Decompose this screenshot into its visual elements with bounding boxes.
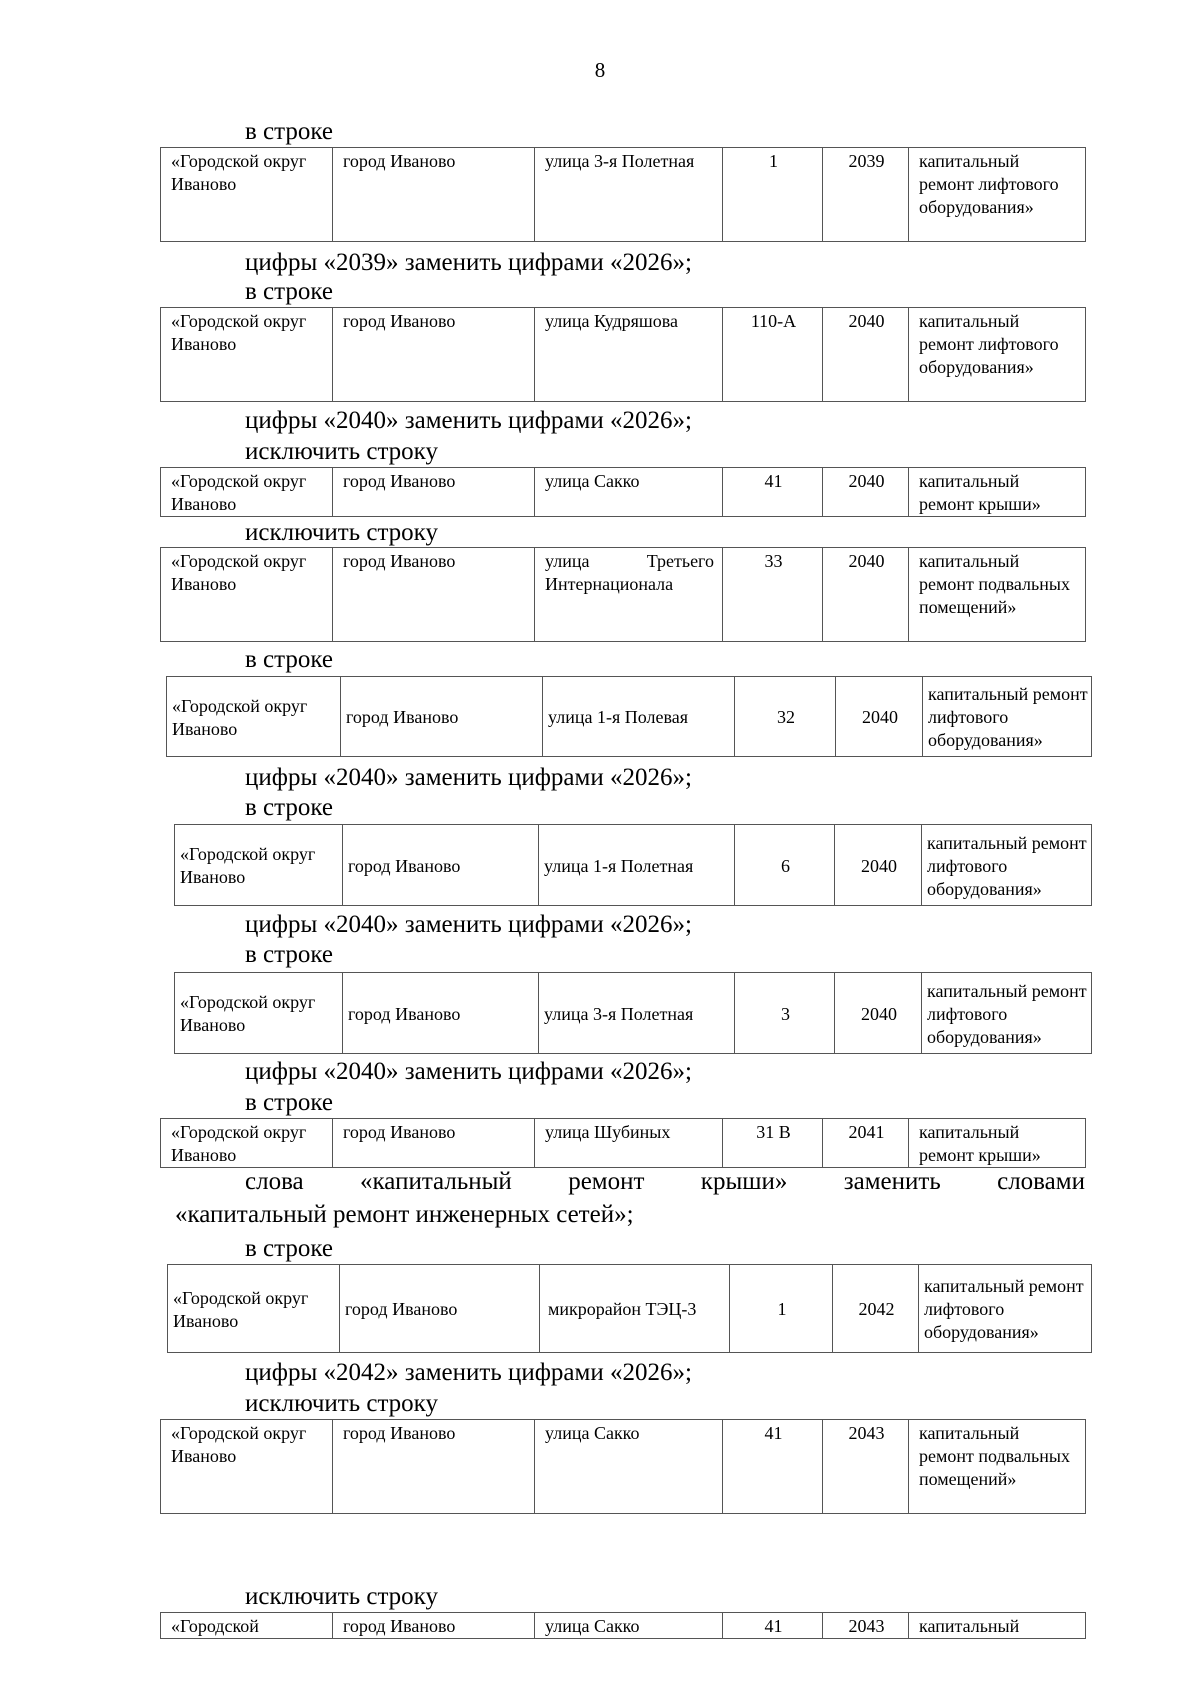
word: «капитальный [360, 1168, 512, 1195]
word: ремонт [568, 1168, 645, 1195]
cell-house-number: 41 [723, 468, 823, 517]
word: заменить [843, 1168, 941, 1195]
cell-settlement: город Иваново [343, 825, 539, 906]
cell-municipality: «Городской округ Иваново [175, 973, 343, 1054]
cell-year: 2043 [823, 1420, 909, 1514]
amendment-table-row [160, 307, 1086, 402]
amendment-table-row [174, 824, 1092, 906]
instruction-replace-words [245, 1167, 1085, 1197]
table-row [168, 1265, 1092, 1353]
instruction-in-row: в строке [245, 1089, 334, 1116]
cell-settlement: город Иваново [341, 677, 543, 757]
instruction-replace-digits: цифры «2040» заменить цифрами «2026»; [245, 764, 692, 791]
cell-house-number: 6 [735, 825, 835, 906]
cell-house-number: 3 [735, 973, 835, 1054]
cell-street: улица Сакко [535, 468, 723, 517]
cell-work-type: капитальный ремонт подвальных помещений» [909, 1420, 1086, 1514]
cell-street: микрорайон ТЭЦ-3 [540, 1265, 730, 1353]
table-row [175, 825, 1092, 906]
amendment-table-row [160, 1419, 1086, 1514]
table-row [175, 973, 1092, 1054]
cell-settlement: город Иваново [333, 148, 535, 242]
cell-street: улица Шубиных [535, 1119, 723, 1168]
cell-work-type: капитальный ремонт лифтового оборудования» [909, 148, 1086, 242]
instruction-exclude-row: исключить строку [245, 519, 438, 546]
instruction-replace-digits: цифры «2040» заменить цифрами «2026»; [245, 1058, 692, 1085]
cell-municipality: «Городской [161, 1613, 333, 1639]
cell-street: улица 1-я Полетная [539, 825, 735, 906]
amendment-table-row [174, 972, 1092, 1054]
cell-street: улица Сакко [535, 1420, 723, 1514]
cell-year: 2040 [823, 308, 909, 402]
instruction-in-row: в строке [245, 794, 334, 821]
table-row [161, 1613, 1086, 1639]
cell-municipality: «Городской округ Иваново [161, 1119, 333, 1168]
cell-street: улица 3-я Полетная [535, 148, 723, 242]
cell-work-type: капитальный ремонт лифтового оборудования» [909, 308, 1086, 402]
amendment-table-row [160, 547, 1086, 642]
cell-municipality: «Городской округ Иваново [161, 148, 333, 242]
amendment-table-row [166, 676, 1092, 757]
word: крыши» [700, 1168, 788, 1195]
table-row [161, 1119, 1086, 1168]
instruction-exclude-row: исключить строку [245, 1390, 438, 1417]
amendment-table-row [160, 1612, 1086, 1639]
instruction-exclude-row: исключить строку [245, 438, 438, 465]
cell-house-number: 33 [723, 548, 823, 642]
cell-settlement: город Иваново [343, 973, 539, 1054]
cell-municipality: «Городской округ Иваново [161, 308, 333, 402]
word: словами [997, 1168, 1085, 1195]
instruction-replace-words-continued: «капитальный ремонт инженерных сетей»; [175, 1201, 634, 1228]
cell-work-type: капитальный [909, 1613, 1086, 1639]
cell-work-type: капитальный ремонт лифтового оборудования» [922, 825, 1092, 906]
cell-municipality: «Городской округ Иваново [161, 1420, 333, 1514]
cell-house-number: 1 [723, 148, 823, 242]
cell-settlement: город Иваново [333, 308, 535, 402]
cell-street: улица Кудряшова [535, 308, 723, 402]
instruction-in-row: в строке [245, 118, 334, 145]
cell-settlement: город Иваново [333, 548, 535, 642]
cell-work-type: капитальный ремонт лифтового оборудования» [919, 1265, 1092, 1353]
cell-year: 2041 [823, 1119, 909, 1168]
instruction-replace-digits: цифры «2040» заменить цифрами «2026»; [245, 911, 692, 938]
cell-municipality: «Городской округ Иваново [167, 677, 341, 757]
cell-settlement: город Иваново [333, 1119, 535, 1168]
cell-year: 2040 [835, 973, 922, 1054]
instruction-in-row: в строке [245, 941, 334, 968]
cell-settlement: город Иваново [333, 1613, 535, 1639]
instruction-replace-digits: цифры «2042» заменить цифрами «2026»; [245, 1359, 692, 1386]
cell-work-type: капитальный ремонт крыши» [909, 1119, 1086, 1168]
amendment-table-row [160, 147, 1086, 242]
cell-year: 2040 [823, 548, 909, 642]
instruction-replace-digits: цифры «2040» заменить цифрами «2026»; [245, 407, 692, 434]
amendment-table-row [160, 1118, 1086, 1168]
cell-street: улица Сакко [535, 1613, 723, 1639]
cell-house-number: 110-А [723, 308, 823, 402]
cell-work-type: капитальный ремонт лифтового оборудования» [922, 973, 1092, 1054]
cell-settlement: город Иваново [333, 1420, 535, 1514]
cell-year: 2040 [823, 468, 909, 517]
cell-work-type: капитальный ремонт подвальных помещений» [909, 548, 1086, 642]
cell-year: 2039 [823, 148, 909, 242]
table-row [161, 308, 1086, 402]
instruction-in-row: в строке [245, 278, 334, 305]
page-number: 8 [594, 58, 606, 82]
cell-year: 2042 [833, 1265, 919, 1353]
cell-house-number: 41 [723, 1420, 823, 1514]
cell-year: 2043 [823, 1613, 909, 1639]
cell-year: 2040 [835, 825, 922, 906]
cell-house-number: 1 [730, 1265, 833, 1353]
amendment-table-row [167, 1264, 1092, 1353]
table-row [161, 548, 1086, 642]
cell-municipality: «Городской округ Иваново [175, 825, 343, 906]
instruction-in-row: в строке [245, 646, 334, 673]
amendment-table-row [160, 467, 1086, 517]
cell-work-type: капитальный ремонт крыши» [909, 468, 1086, 517]
word: слова [245, 1168, 304, 1195]
cell-settlement: город Иваново [333, 468, 535, 517]
cell-municipality: «Городской округ Иваново [161, 468, 333, 517]
cell-work-type: капитальный ремонт лифтового оборудования» [923, 677, 1092, 757]
cell-house-number: 32 [735, 677, 836, 757]
table-row [167, 677, 1092, 757]
cell-municipality: «Городской округ Иваново [161, 548, 333, 642]
cell-settlement: город Иваново [340, 1265, 540, 1353]
cell-street: улица 3-я Полетная [539, 973, 735, 1054]
cell-municipality: «Городской округ Иваново [168, 1265, 340, 1353]
instruction-exclude-row: исключить строку [245, 1583, 438, 1610]
instruction-in-row: в строке [245, 1235, 334, 1262]
instruction-replace-digits: цифры «2039» заменить цифрами «2026»; [245, 249, 692, 276]
table-row [161, 468, 1086, 517]
cell-house-number: 41 [723, 1613, 823, 1639]
table-row [161, 1420, 1086, 1514]
cell-street: улица 1-я Полевая [543, 677, 735, 757]
table-row [161, 148, 1086, 242]
cell-street: улица Третьего Интернационала [535, 548, 723, 642]
cell-year: 2040 [836, 677, 923, 757]
cell-house-number: 31 В [723, 1119, 823, 1168]
